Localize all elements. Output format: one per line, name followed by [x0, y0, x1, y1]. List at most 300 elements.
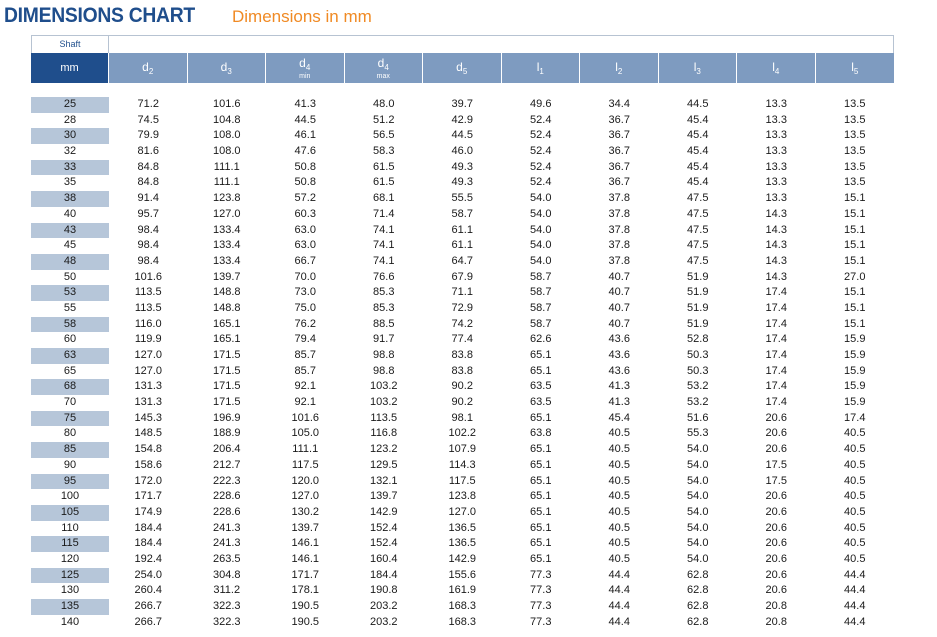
dimension-cell: 54.0	[687, 443, 709, 456]
dimension-cell: 98.4	[137, 223, 159, 236]
dimension-cell: 17.4	[765, 301, 787, 314]
dimension-cell: 43.6	[608, 364, 630, 377]
dimension-cell: 139.7	[291, 521, 320, 534]
dimension-cell: 154.8	[134, 443, 163, 456]
dimension-cell: 42.9	[451, 113, 473, 126]
dimension-cell: 20.8	[765, 600, 787, 612]
table-row	[31, 332, 894, 348]
dimension-cell: 55.5	[451, 192, 473, 205]
dimension-cell: 171.7	[291, 568, 320, 581]
dimension-cell: 260.4	[134, 584, 163, 597]
dimension-cell: 65.1	[530, 443, 552, 456]
dimension-cell: 65.1	[530, 349, 552, 361]
dimension-cell: 13.3	[765, 113, 787, 126]
dimension-cell: 47.5	[687, 207, 709, 220]
shaft-size-cell: 50	[63, 270, 77, 283]
dimension-cell: 88.5	[373, 317, 395, 330]
shaft-size-cell: 95	[31, 474, 109, 490]
dimension-cell: 136.5	[448, 521, 477, 534]
dimension-cell: 20.6	[765, 537, 787, 550]
dimension-cell: 36.7	[608, 176, 630, 189]
dimension-cell: 54.0	[687, 474, 709, 487]
dimension-cell: 108.0	[212, 129, 241, 142]
dimension-cell: 165.1	[212, 333, 241, 346]
dimension-cell: 15.1	[844, 301, 866, 314]
header-symbol-letter: l	[772, 59, 775, 74]
dimension-cell: 254.0	[134, 568, 163, 581]
dimension-cell: 98.1	[451, 411, 473, 424]
shaft-size-cell: 85	[31, 442, 109, 458]
dimension-cell: 15.9	[844, 396, 866, 409]
dimension-cell: 65.1	[530, 552, 552, 565]
table-row	[31, 97, 894, 113]
dimension-cell: 196.9	[212, 411, 241, 424]
chart-title-bar	[4, 4, 372, 32]
dimension-cell: 114.3	[448, 458, 476, 471]
dimension-cell: 17.4	[765, 380, 787, 393]
dimension-cell: 46.0	[451, 145, 473, 158]
dimension-cell: 266.7	[134, 600, 163, 612]
header-qualifier: max	[376, 72, 390, 80]
dimension-cell: 52.4	[530, 176, 552, 189]
dimension-cell: 139.7	[369, 490, 398, 503]
dimension-cell: 54.0	[687, 458, 709, 471]
dimension-cell: 60.3	[294, 207, 316, 220]
header-symbol-index: 2	[617, 66, 623, 76]
dimension-cell: 101.6	[212, 98, 241, 110]
shaft-size-cell: 80	[63, 427, 77, 440]
header-symbol	[221, 61, 232, 76]
dimension-cell: 127.0	[212, 207, 241, 220]
shaft-size-cell: 90	[63, 458, 77, 471]
dimension-cell: 91.4	[137, 192, 159, 205]
dimension-cell: 241.3	[212, 521, 241, 534]
dimension-cell: 47.6	[294, 145, 316, 158]
table-row	[31, 489, 894, 505]
dimension-cell: 53.2	[687, 380, 709, 393]
dimension-cell: 40.5	[608, 474, 630, 487]
dimension-cell: 40.5	[844, 505, 866, 518]
dimension-cell: 44.5	[294, 113, 316, 126]
dimension-cell: 131.3	[134, 380, 163, 393]
header-symbol-index: 3	[696, 66, 701, 76]
dimension-cell: 58.7	[530, 317, 552, 330]
dimension-cell: 54.0	[530, 223, 552, 236]
table-row	[31, 223, 894, 239]
dimension-cell: 37.8	[608, 239, 630, 252]
dimension-cell: 79.9	[137, 129, 159, 142]
dimension-cell: 37.8	[608, 223, 630, 236]
dimension-cell: 74.5	[137, 113, 159, 126]
dimension-cell: 146.1	[291, 552, 320, 565]
shaft-size-cell: 63	[31, 348, 109, 364]
dimension-cell: 83.8	[451, 364, 473, 377]
dimension-cell: 174.9	[134, 505, 163, 518]
shaft-size-cell: 33	[31, 160, 109, 176]
dimension-cell: 13.5	[844, 176, 866, 189]
table-row	[31, 270, 894, 286]
dimension-cell: 171.7	[134, 490, 163, 503]
dimension-cell: 65.1	[530, 364, 552, 377]
dimension-cell: 75.0	[294, 301, 316, 314]
table-row	[31, 521, 894, 537]
dimension-cell: 51.9	[687, 270, 709, 283]
table-row	[31, 128, 894, 144]
dimension-cell: 36.7	[608, 129, 630, 142]
shaft-size-cell: 120	[60, 552, 80, 565]
shaft-size-cell: 43	[31, 223, 109, 239]
header-symbol-letter: l	[693, 59, 697, 74]
dimension-cell: 145.3	[134, 411, 163, 424]
dimension-cell: 148.5	[134, 427, 163, 440]
dimension-cell: 76.2	[294, 317, 316, 330]
dimension-cell: 117.5	[291, 458, 319, 471]
dimension-cell: 111.1	[213, 160, 240, 173]
dimension-cell: 161.9	[448, 584, 477, 597]
header-col-l3	[659, 53, 738, 83]
dimension-cell: 98.4	[137, 254, 159, 267]
dimension-cell: 40.7	[608, 301, 630, 314]
dimension-cell: 127.0	[291, 490, 320, 503]
header-symbol	[851, 61, 858, 76]
dimension-cell: 13.5	[844, 113, 866, 126]
dimension-cell: 70.0	[294, 270, 316, 283]
dimension-cell: 20.6	[765, 505, 787, 518]
dimension-cell: 171.5	[212, 364, 241, 377]
table-row	[31, 426, 894, 442]
dimension-cell: 79.4	[294, 333, 316, 346]
dimension-cell: 37.8	[608, 207, 630, 220]
header-col-d2	[109, 53, 188, 83]
shaft-size-cell: 100	[60, 490, 80, 503]
dimension-cell: 101.6	[291, 411, 320, 424]
dimension-cell: 34.4	[608, 98, 630, 110]
dimension-cell: 168.3	[448, 615, 477, 628]
dimension-cell: 52.4	[530, 160, 552, 173]
dimension-cell: 133.4	[212, 254, 241, 267]
header-symbol-index: 4	[305, 62, 311, 72]
header-col-l1	[502, 53, 581, 83]
dimension-cell: 54.0	[687, 505, 709, 518]
dimension-cell: 102.2	[448, 427, 477, 440]
dimension-cell: 104.8	[212, 113, 241, 126]
dimension-cell: 85.3	[373, 301, 395, 314]
header-symbol-index: 2	[148, 66, 154, 76]
header-symbol	[772, 61, 779, 76]
dimension-cell: 133.4	[212, 223, 241, 236]
dimension-cell: 65.1	[530, 474, 552, 487]
dimension-cell: 36.7	[608, 113, 630, 126]
dimension-cell: 155.6	[448, 568, 477, 581]
header-symbol	[537, 61, 544, 76]
dimension-cell: 148.8	[212, 286, 241, 299]
shaft-size-cell: 35	[63, 176, 77, 189]
table-row	[31, 364, 894, 380]
dimension-cell: 65.1	[530, 521, 552, 534]
dimension-cell: 74.1	[373, 223, 395, 236]
dimension-cell: 40.7	[608, 270, 630, 283]
table-row	[31, 317, 894, 333]
shaft-size-cell: 55	[63, 301, 77, 314]
dimension-cell: 103.2	[369, 380, 398, 393]
shaft-size-cell: 53	[31, 285, 109, 301]
dimension-cell: 45.4	[687, 145, 709, 158]
table-row	[31, 536, 894, 552]
dimension-cell: 45.4	[608, 411, 630, 424]
dimension-cell: 165.1	[212, 317, 241, 330]
dimension-cell: 83.8	[451, 349, 473, 361]
header-col-l5	[816, 53, 895, 83]
header-symbol-index: 4	[384, 62, 389, 72]
header-symbol	[456, 61, 467, 76]
table-row	[31, 411, 894, 427]
dimension-cell: 14.3	[765, 270, 787, 283]
dimension-cell: 37.8	[608, 192, 630, 205]
header-col-l4	[737, 53, 816, 83]
dimension-cell: 54.0	[530, 239, 552, 252]
dimension-cell: 322.3	[212, 600, 241, 612]
dimension-cell: 77.3	[530, 615, 552, 628]
dimension-cell: 63.5	[530, 396, 552, 409]
dimension-cell: 322.3	[212, 615, 241, 628]
header-col-d4-min	[266, 53, 345, 83]
dimension-cell: 54.0	[687, 521, 709, 534]
dimension-cell: 188.9	[212, 427, 241, 440]
shaft-size-cell: 68	[31, 379, 109, 395]
dimension-cell: 92.1	[294, 380, 316, 393]
dimension-cell: 44.4	[608, 568, 630, 581]
dimension-cell: 212.7	[212, 458, 241, 471]
header-symbol-letter: d	[142, 59, 149, 74]
dimension-cell: 41.3	[608, 380, 630, 393]
dimension-cell: 48.0	[373, 98, 395, 110]
dimension-cell: 127.0	[448, 505, 477, 518]
dimension-cell: 228.6	[212, 490, 241, 503]
dimension-cell: 77.3	[530, 568, 552, 581]
dimension-cell: 15.1	[844, 223, 866, 236]
dimension-cell: 52.4	[530, 113, 552, 126]
dimensions-table-body	[31, 97, 894, 630]
dimension-cell: 40.5	[844, 552, 866, 565]
dimension-cell: 142.9	[369, 505, 398, 518]
dimension-cell: 40.5	[844, 443, 866, 456]
dimension-cell: 103.2	[369, 396, 398, 409]
dimension-cell: 63.0	[294, 223, 316, 236]
table-row	[31, 458, 894, 474]
dimension-cell: 113.5	[370, 411, 398, 424]
dimension-cell: 15.1	[844, 239, 866, 252]
dimension-cell: 77.4	[451, 333, 473, 346]
dimension-cell: 47.5	[687, 254, 709, 267]
dimension-cell: 113.5	[134, 286, 162, 299]
dimension-cell: 85.3	[373, 286, 395, 299]
dimension-cell: 222.3	[212, 474, 241, 487]
dimension-cell: 49.3	[451, 176, 473, 189]
dimension-cell: 160.4	[369, 552, 398, 565]
dimension-cell: 13.5	[844, 160, 866, 173]
header-symbol	[299, 57, 310, 72]
dimension-cell: 123.8	[212, 192, 241, 205]
header-symbol	[615, 61, 622, 76]
dimension-cell: 40.5	[608, 458, 630, 471]
dimension-cell: 58.7	[530, 301, 552, 314]
dimension-cell: 139.7	[212, 270, 241, 283]
dimension-cell: 52.8	[687, 333, 709, 346]
dimension-cell: 62.8	[687, 615, 709, 628]
dimension-cell: 20.6	[765, 411, 787, 424]
dimension-cell: 228.6	[212, 505, 241, 518]
dimension-cell: 41.3	[608, 396, 630, 409]
dimension-cell: 65.1	[530, 505, 552, 518]
dimension-cell: 44.4	[844, 615, 866, 628]
dimension-cell: 146.1	[291, 537, 320, 550]
dimension-cell: 44.4	[844, 584, 866, 597]
dimension-cell: 50.3	[687, 349, 709, 361]
header-symbol-letter: l	[536, 59, 540, 74]
dimension-cell: 40.5	[844, 458, 866, 471]
header-symbol-letter: l	[615, 59, 618, 74]
dimension-cell: 77.3	[530, 600, 552, 612]
dimension-cell: 63.8	[530, 427, 552, 440]
dimension-cell: 15.1	[844, 207, 866, 220]
header-col-d3	[188, 53, 267, 83]
header-symbol-index: 1	[539, 66, 544, 76]
dimension-cell: 13.5	[844, 98, 866, 110]
dimension-cell: 41.3	[294, 98, 316, 110]
dimension-cell: 62.8	[687, 568, 709, 581]
dimension-cell: 15.1	[844, 286, 866, 299]
dimension-cell: 64.7	[451, 254, 473, 267]
dimension-cell: 116.0	[134, 317, 162, 330]
dimension-cell: 43.6	[608, 333, 630, 346]
header-symbol-index: 4	[774, 66, 780, 76]
table-row	[31, 442, 894, 458]
header-col-d5	[423, 53, 502, 83]
dimension-cell: 15.9	[844, 380, 866, 393]
dimension-cell: 40.5	[608, 505, 630, 518]
dimension-cell: 127.0	[134, 364, 163, 377]
dimension-cell: 20.6	[765, 427, 787, 440]
dimension-cell: 44.5	[451, 129, 473, 142]
dimension-cell: 90.2	[451, 396, 473, 409]
dimension-cell: 92.1	[294, 396, 316, 409]
dimension-cell: 116.8	[370, 427, 398, 440]
dimension-cell: 36.7	[608, 160, 630, 173]
shaft-size-cell: 58	[31, 317, 109, 333]
dimension-cell: 15.1	[844, 317, 866, 330]
dimension-cell: 17.5	[765, 474, 787, 487]
dimension-cell: 58.3	[373, 145, 395, 158]
dimension-cell: 136.5	[448, 537, 477, 550]
dimension-cell: 13.3	[765, 160, 787, 173]
dimension-cell: 66.7	[294, 254, 316, 267]
shaft-size-cell: 40	[63, 207, 77, 220]
shaft-size-cell: 70	[63, 396, 77, 409]
dimension-cell: 40.5	[844, 474, 866, 487]
header-top-border	[109, 35, 894, 53]
dimension-cell: 63.5	[530, 380, 552, 393]
dimension-cell: 50.8	[294, 176, 316, 189]
dimension-cell: 17.4	[765, 317, 787, 330]
header-symbol-index: 3	[227, 66, 232, 76]
shaft-size-cell: 25	[31, 97, 109, 113]
dimension-cell: 44.4	[608, 600, 630, 612]
dimension-cell: 20.6	[765, 521, 787, 534]
page-subtitle: Dimensions in mm	[232, 7, 372, 26]
shaft-size-cell: 110	[61, 521, 79, 534]
shaft-size-cell: 32	[63, 145, 77, 158]
dimension-cell: 54.0	[530, 207, 552, 220]
dimension-cell: 266.7	[134, 615, 163, 628]
table-row	[31, 348, 894, 364]
page-title: DIMENSIONS CHART	[4, 4, 195, 27]
dimension-cell: 119.9	[134, 333, 162, 346]
dimension-cell: 73.0	[294, 286, 316, 299]
dimension-cell: 49.6	[530, 98, 552, 110]
shaft-size-cell: 65	[63, 364, 77, 377]
dimension-cell: 39.7	[451, 98, 473, 110]
shaft-size-cell: 75	[31, 411, 109, 427]
dimension-cell: 152.4	[369, 537, 398, 550]
dimension-cell: 13.3	[765, 192, 787, 205]
dimension-cell: 44.4	[608, 584, 630, 597]
dimension-cell: 65.1	[530, 411, 552, 424]
dimension-cell: 127.0	[134, 349, 163, 361]
dimension-cell: 40.5	[608, 521, 630, 534]
dimension-cell: 132.1	[369, 474, 398, 487]
dimension-cell: 129.5	[369, 458, 398, 471]
dimension-cell: 27.0	[844, 270, 866, 283]
dimension-cell: 17.4	[844, 411, 866, 424]
table-row	[31, 160, 894, 176]
dimension-cell: 63.0	[294, 239, 316, 252]
dimension-cell: 91.7	[373, 333, 395, 346]
dimension-cell: 111.1	[213, 176, 240, 189]
dimension-cell: 65.1	[530, 490, 552, 503]
dimension-cell: 184.4	[369, 568, 398, 581]
table-row	[31, 505, 894, 521]
table-row	[31, 583, 894, 599]
header-unit: mm	[31, 53, 109, 83]
dimension-cell: 51.9	[687, 317, 709, 330]
dimension-cell: 72.9	[451, 301, 473, 314]
dimension-cell: 90.2	[451, 380, 473, 393]
header-col-l2	[580, 53, 659, 83]
dimension-cell: 98.8	[373, 364, 395, 377]
header-symbol	[378, 57, 389, 72]
dimension-cell: 98.8	[373, 349, 395, 361]
dimension-cell: 84.8	[137, 160, 159, 173]
dimension-cell: 130.2	[291, 505, 320, 518]
dimension-cell: 51.9	[687, 286, 709, 299]
shaft-size-cell: 38	[31, 191, 109, 207]
dimension-cell: 108.0	[212, 145, 241, 158]
dimension-cell: 49.3	[451, 160, 473, 173]
dimension-cell: 81.6	[137, 145, 159, 158]
header-qualifier: min	[299, 72, 311, 80]
dimension-cell: 45.4	[687, 160, 709, 173]
table-row	[31, 474, 894, 490]
dimension-cell: 17.4	[765, 396, 787, 409]
dimension-cell: 148.8	[212, 301, 241, 314]
shaft-size-cell: 130	[60, 584, 80, 597]
dimension-cell: 56.5	[373, 129, 395, 142]
header-symbol-letter: d	[456, 59, 463, 74]
dimension-cell: 52.4	[530, 145, 552, 158]
table-row	[31, 552, 894, 568]
dimension-cell: 50.3	[687, 364, 709, 377]
table-row	[31, 254, 894, 270]
